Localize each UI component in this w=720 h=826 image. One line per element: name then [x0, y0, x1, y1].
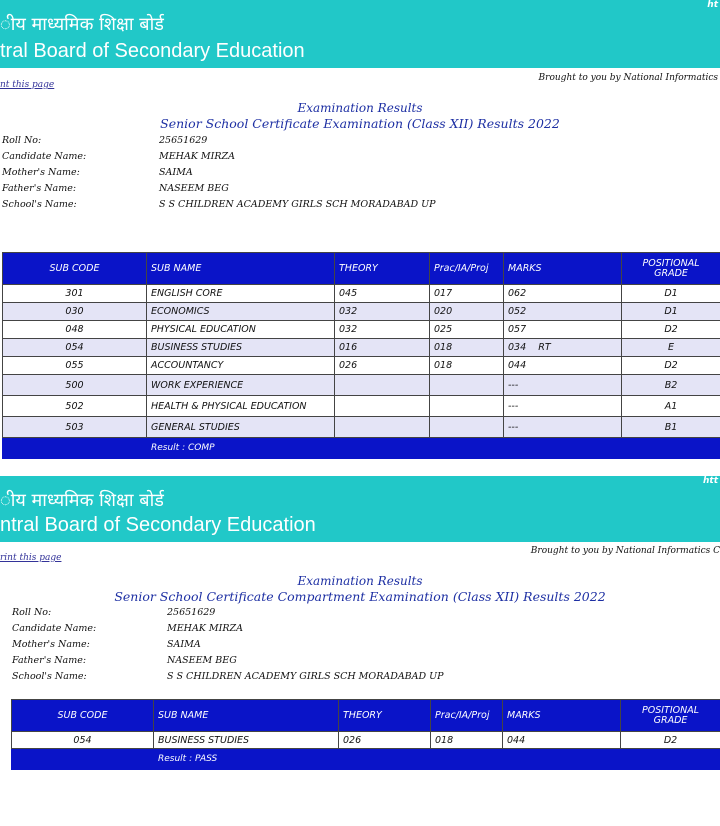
table-row [3, 417, 720, 438]
marks: --- [504, 375, 622, 396]
marks: 057 [504, 321, 622, 339]
board-title-english: tral Board of Secondary Education [0, 40, 305, 62]
grade: D2 [621, 732, 720, 749]
col-header: MARKS [504, 253, 622, 285]
candidate-info [2, 135, 702, 215]
prac: 025 [430, 321, 504, 339]
result-row [3, 438, 720, 459]
info-label: Candidate Name: [2, 151, 87, 162]
board-banner [0, 0, 720, 68]
theory: 032 [335, 303, 430, 321]
results-table [2, 252, 720, 459]
col-header: Prac/IA/Proj [430, 253, 504, 285]
brought-by-text-2: Brought to you by National Informatics C [530, 546, 720, 556]
col-header: THEORY [335, 253, 430, 285]
mother-name: SAIMA [159, 167, 193, 178]
info-label: School's Name: [12, 671, 87, 682]
col-header: SUB CODE [3, 253, 147, 285]
theory [335, 396, 430, 417]
result-text: Result : COMP [147, 438, 720, 459]
grade: A1 [622, 396, 720, 417]
theory: 032 [335, 321, 430, 339]
sub-name: WORK EXPERIENCE [147, 375, 335, 396]
info-label: Father's Name: [2, 183, 77, 194]
col-header: MARKS [503, 700, 621, 732]
prac [430, 375, 504, 396]
sub-code: 030 [3, 303, 147, 321]
result-spacer [3, 438, 147, 459]
results-subtitle-2: Senior School Certificate Compartment Examination (Class XII) Results 2022 [114, 589, 606, 604]
grade: D1 [622, 303, 720, 321]
col-header: SUB NAME [154, 700, 339, 732]
prac: 018 [431, 732, 503, 749]
sub-code: 301 [3, 285, 147, 303]
brought-by-text: Brought to you by National Informatics [538, 73, 718, 83]
marks: 062 [504, 285, 622, 303]
prac: 018 [430, 357, 504, 375]
candidate-name: MEHAK MIRZA [159, 151, 236, 162]
grade: E [622, 339, 720, 357]
info-label: Father's Name: [12, 655, 87, 666]
col-header: SUB NAME [147, 253, 335, 285]
table-row [3, 357, 720, 375]
results-table-2 [11, 699, 720, 770]
sub-name: HEALTH & PHYSICAL EDUCATION [147, 396, 335, 417]
roll-number: 25651629 [167, 607, 216, 618]
marks: --- [504, 417, 622, 438]
sub-code: 502 [3, 396, 147, 417]
sub-name: GENERAL STUDIES [147, 417, 335, 438]
sub-name: ACCOUNTANCY [147, 357, 335, 375]
table-row [12, 732, 720, 749]
info-label: Mother's Name: [12, 639, 90, 650]
marks: 044 [503, 732, 621, 749]
grade: B2 [622, 375, 720, 396]
prac: 018 [430, 339, 504, 357]
info-label: Roll No: [12, 607, 52, 618]
sub-name: BUSINESS STUDIES [154, 732, 339, 749]
theory [335, 417, 430, 438]
marks: 052 [504, 303, 622, 321]
candidate-name: MEHAK MIRZA [167, 623, 244, 634]
mother-name: SAIMA [167, 639, 201, 650]
sub-code: 503 [3, 417, 147, 438]
info-label: Mother's Name: [2, 167, 80, 178]
school-name: S S CHILDREN ACADEMY GIRLS SCH MORADABAD UP [159, 199, 436, 210]
grade: D2 [622, 321, 720, 339]
col-header: SUB CODE [12, 700, 154, 732]
marks: 034 RT [504, 339, 622, 357]
sub-code: 048 [3, 321, 147, 339]
table-row [3, 285, 720, 303]
sub-name: PHYSICAL EDUCATION [147, 321, 335, 339]
result-spacer [12, 749, 154, 770]
prac [430, 417, 504, 438]
col-header: Prac/IA/Proj [431, 700, 503, 732]
results-title: Examination Results [297, 101, 423, 115]
col-header: THEORY [339, 700, 431, 732]
sub-code: 055 [3, 357, 147, 375]
sub-code: 054 [12, 732, 154, 749]
corner-text: htt [702, 476, 718, 486]
results-subtitle: Senior School Certificate Examination (Class XII) Results 2022 [160, 116, 560, 131]
school-name: S S CHILDREN ACADEMY GIRLS SCH MORADABAD UP [167, 671, 444, 682]
roll-number: 25651629 [159, 135, 208, 146]
prac [430, 396, 504, 417]
father-name: NASEEM BEG [159, 183, 229, 194]
theory: 026 [339, 732, 431, 749]
corner-text: ht [707, 0, 718, 10]
marks: --- [504, 396, 622, 417]
grade: B1 [622, 417, 720, 438]
theory: 016 [335, 339, 430, 357]
board-title-hindi: ीय माध्यमिक शिक्षा बोर्ड [0, 14, 164, 35]
info-label: Roll No: [2, 135, 42, 146]
sub-name: ECONOMICS [147, 303, 335, 321]
candidate-info-2 [12, 607, 712, 687]
col-header: POSITIONAL GRADE [621, 700, 720, 732]
father-name: NASEEM BEG [167, 655, 237, 666]
prac: 017 [430, 285, 504, 303]
board-banner-2 [0, 476, 720, 542]
prac: 020 [430, 303, 504, 321]
results-title-2: Examination Results [297, 574, 423, 588]
result-row [12, 749, 720, 770]
grade: D2 [622, 357, 720, 375]
print-page-link-2[interactable]: rint this page [0, 553, 62, 563]
board-title-hindi: ीय माध्यमिक शिक्षा बोर्ड [0, 490, 164, 511]
print-page-link[interactable]: nt this page [0, 80, 55, 90]
theory: 045 [335, 285, 430, 303]
table-row [3, 303, 720, 321]
theory [335, 375, 430, 396]
sub-name: ENGLISH CORE [147, 285, 335, 303]
table-row [3, 339, 720, 357]
result-text: Result : PASS [154, 749, 720, 770]
sub-name: BUSINESS STUDIES [147, 339, 335, 357]
info-label: Candidate Name: [12, 623, 97, 634]
col-header: POSITIONAL GRADE [622, 253, 720, 285]
board-title-english: ntral Board of Secondary Education [0, 514, 316, 536]
table-row [3, 375, 720, 396]
info-label: School's Name: [2, 199, 77, 210]
sub-code: 054 [3, 339, 147, 357]
grade: D1 [622, 285, 720, 303]
table-row [3, 321, 720, 339]
table-row [3, 396, 720, 417]
theory: 026 [335, 357, 430, 375]
marks: 044 [504, 357, 622, 375]
sub-code: 500 [3, 375, 147, 396]
